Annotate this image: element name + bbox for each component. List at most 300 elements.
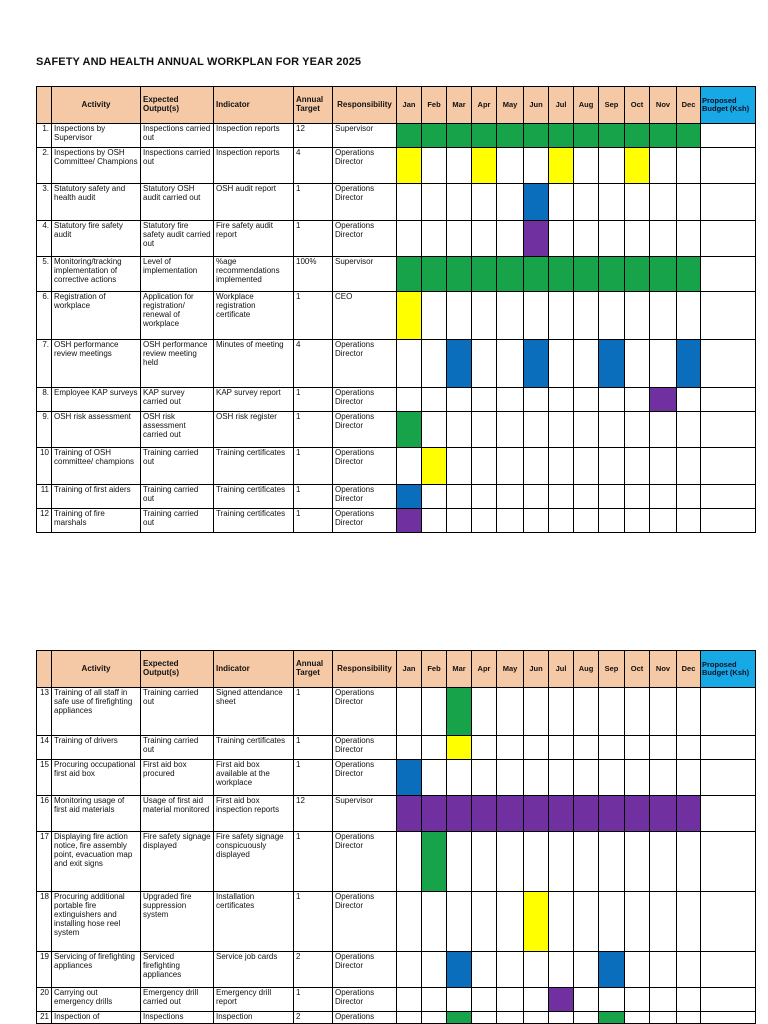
cell-responsibility: Operations Director — [333, 736, 397, 760]
table-row — [37, 148, 756, 184]
month-cell-apr — [472, 988, 497, 1012]
month-cell-aug — [574, 688, 599, 736]
table-row — [37, 184, 756, 221]
month-cell-jun-scheduled — [524, 221, 549, 257]
header-responsibility: Responsibility — [333, 651, 397, 688]
header-month-jan: Jan — [397, 651, 422, 688]
month-cell-nov — [650, 832, 677, 892]
cell-indicator: Fire safety audit report — [214, 221, 294, 257]
month-cell-mar-scheduled — [447, 688, 472, 736]
month-cell-mar — [447, 832, 472, 892]
month-cell-aug-scheduled — [574, 124, 599, 148]
header-responsibility: Responsibility — [333, 87, 397, 124]
month-cell-aug — [574, 448, 599, 485]
cell-indicator: Minutes of meeting — [214, 340, 294, 388]
cell-activity: Procuring occupational first aid box — [52, 760, 141, 796]
cell-expected-output: OSH performance review meeting held — [141, 340, 214, 388]
month-cell-nov — [650, 688, 677, 736]
month-cell-jun-scheduled — [524, 184, 549, 221]
cell-annual-target: 12 — [294, 796, 333, 832]
month-cell-jun — [524, 509, 549, 533]
month-cell-oct — [625, 952, 650, 988]
month-cell-mar — [447, 412, 472, 448]
table-row — [37, 412, 756, 448]
month-cell-oct — [625, 448, 650, 485]
month-cell-jul-scheduled — [549, 988, 574, 1012]
month-cell-dec-scheduled — [677, 340, 701, 388]
month-cell-sep-scheduled — [599, 796, 625, 832]
cell-proposed-budget — [701, 340, 756, 388]
month-cell-nov — [650, 184, 677, 221]
month-cell-feb — [422, 760, 447, 796]
month-cell-mar — [447, 760, 472, 796]
header-month-jun: Jun — [524, 651, 549, 688]
month-cell-dec — [677, 448, 701, 485]
month-cell-nov — [650, 340, 677, 388]
month-cell-apr — [472, 952, 497, 988]
month-cell-apr — [472, 448, 497, 485]
month-cell-jul — [549, 509, 574, 533]
month-cell-nov-scheduled — [650, 124, 677, 148]
header-month-may: May — [497, 651, 524, 688]
cell-proposed-budget — [701, 448, 756, 485]
month-cell-nov — [650, 148, 677, 184]
cell-expected-output: Training carried out — [141, 448, 214, 485]
month-cell-mar-scheduled — [447, 736, 472, 760]
month-cell-jul — [549, 485, 574, 509]
month-cell-may-scheduled — [497, 257, 524, 292]
month-cell-jun-scheduled — [524, 257, 549, 292]
month-cell-mar — [447, 388, 472, 412]
row-number: 14 — [37, 736, 52, 760]
header-month-feb: Feb — [422, 87, 447, 124]
cell-expected-output: Statutory fire safety audit carried out — [141, 221, 214, 257]
month-cell-oct-scheduled — [625, 796, 650, 832]
month-cell-sep — [599, 148, 625, 184]
month-cell-nov — [650, 1012, 677, 1024]
row-number: 15 — [37, 760, 52, 796]
header-number — [37, 651, 52, 688]
month-cell-apr — [472, 760, 497, 796]
month-cell-may — [497, 388, 524, 412]
month-cell-jun — [524, 412, 549, 448]
cell-expected-output: KAP survey carried out — [141, 388, 214, 412]
table-row — [37, 736, 756, 760]
month-cell-jun — [524, 388, 549, 412]
header-month-sep: Sep — [599, 651, 625, 688]
cell-expected-output: First aid box procured — [141, 760, 214, 796]
cell-proposed-budget — [701, 412, 756, 448]
month-cell-mar-scheduled — [447, 952, 472, 988]
month-cell-aug — [574, 952, 599, 988]
cell-indicator: Emergency drill report — [214, 988, 294, 1012]
table-row — [37, 124, 756, 148]
month-cell-nov-scheduled — [650, 257, 677, 292]
month-cell-apr-scheduled — [472, 796, 497, 832]
cell-annual-target: 1 — [294, 892, 333, 952]
cell-indicator: First aid box inspection reports — [214, 796, 294, 832]
cell-proposed-budget — [701, 832, 756, 892]
cell-annual-target: 4 — [294, 340, 333, 388]
month-cell-apr-scheduled — [472, 124, 497, 148]
cell-annual-target: 1 — [294, 760, 333, 796]
month-cell-may — [497, 736, 524, 760]
cell-responsibility: Operations Director — [333, 892, 397, 952]
month-cell-jul — [549, 736, 574, 760]
month-cell-nov — [650, 485, 677, 509]
cell-annual-target: 1 — [294, 388, 333, 412]
cell-proposed-budget — [701, 221, 756, 257]
table-header — [37, 87, 756, 124]
cell-activity: Monitoring usage of first aid materials — [52, 796, 141, 832]
month-cell-feb — [422, 184, 447, 221]
month-cell-jan — [397, 184, 422, 221]
cell-indicator: KAP survey report — [214, 388, 294, 412]
month-cell-aug — [574, 340, 599, 388]
month-cell-nov — [650, 736, 677, 760]
month-cell-jun — [524, 952, 549, 988]
header-month-jun: Jun — [524, 87, 549, 124]
month-cell-jan — [397, 340, 422, 388]
month-cell-may — [497, 892, 524, 952]
month-cell-jan — [397, 1012, 422, 1024]
table-body — [37, 688, 756, 1024]
cell-proposed-budget — [701, 892, 756, 952]
month-cell-jun — [524, 760, 549, 796]
cell-responsibility: Operations Director — [333, 760, 397, 796]
month-cell-jan — [397, 736, 422, 760]
month-cell-oct — [625, 412, 650, 448]
table-row — [37, 257, 756, 292]
header-row — [37, 87, 756, 124]
month-cell-jun — [524, 988, 549, 1012]
month-cell-feb — [422, 485, 447, 509]
cell-expected-output: Training carried out — [141, 688, 214, 736]
row-number: 5. — [37, 257, 52, 292]
month-cell-may — [497, 1012, 524, 1024]
header-month-nov: Nov — [650, 651, 677, 688]
table-row — [37, 952, 756, 988]
month-cell-aug — [574, 388, 599, 412]
row-number: 11 — [37, 485, 52, 509]
month-cell-dec — [677, 388, 701, 412]
month-cell-may — [497, 760, 524, 796]
month-cell-mar-scheduled — [447, 1012, 472, 1024]
row-number: 7. — [37, 340, 52, 388]
row-number: 6. — [37, 292, 52, 340]
month-cell-may — [497, 988, 524, 1012]
month-cell-feb-scheduled — [422, 257, 447, 292]
table-row — [37, 796, 756, 832]
table-row — [37, 509, 756, 533]
cell-activity: Inspection of — [52, 1012, 141, 1024]
month-cell-sep — [599, 688, 625, 736]
month-cell-oct — [625, 688, 650, 736]
month-cell-feb — [422, 1012, 447, 1024]
cell-activity: Monitoring/tracking implementation of corrective actions — [52, 257, 141, 292]
cell-indicator: Inspection reports — [214, 124, 294, 148]
month-cell-may — [497, 221, 524, 257]
month-cell-dec — [677, 292, 701, 340]
cell-indicator: Signed attendance sheet — [214, 688, 294, 736]
header-indicator: Indicator — [214, 87, 294, 124]
header-activity: Activity — [52, 651, 141, 688]
month-cell-nov — [650, 892, 677, 952]
cell-expected-output: Inspections — [141, 1012, 214, 1024]
month-cell-may-scheduled — [497, 124, 524, 148]
row-number: 19 — [37, 952, 52, 988]
month-cell-dec — [677, 509, 701, 533]
cell-proposed-budget — [701, 485, 756, 509]
month-cell-sep — [599, 221, 625, 257]
cell-expected-output: Usage of first aid material monitored — [141, 796, 214, 832]
row-number: 12 — [37, 509, 52, 533]
month-cell-nov — [650, 412, 677, 448]
month-cell-mar-scheduled — [447, 124, 472, 148]
cell-responsibility: Operations Director — [333, 340, 397, 388]
cell-proposed-budget — [701, 184, 756, 221]
month-cell-sep — [599, 485, 625, 509]
cell-indicator: Training certificates — [214, 485, 294, 509]
month-cell-dec — [677, 412, 701, 448]
table-row — [37, 292, 756, 340]
month-cell-may — [497, 448, 524, 485]
row-number: 20 — [37, 988, 52, 1012]
month-cell-aug-scheduled — [574, 796, 599, 832]
cell-proposed-budget — [701, 736, 756, 760]
table-row — [37, 892, 756, 952]
month-cell-oct — [625, 736, 650, 760]
cell-expected-output: Training carried out — [141, 509, 214, 533]
cell-responsibility: Operations Director — [333, 485, 397, 509]
month-cell-sep-scheduled — [599, 1012, 625, 1024]
month-cell-dec — [677, 760, 701, 796]
cell-activity: Training of OSH committee/ champions — [52, 448, 141, 485]
workplan-table-2 — [36, 650, 756, 1024]
cell-expected-output: Emergency drill carried out — [141, 988, 214, 1012]
cell-proposed-budget — [701, 257, 756, 292]
row-number: 8. — [37, 388, 52, 412]
cell-proposed-budget — [701, 760, 756, 796]
month-cell-nov-scheduled — [650, 388, 677, 412]
month-cell-apr — [472, 292, 497, 340]
cell-expected-output: Statutory OSH audit carried out — [141, 184, 214, 221]
header-month-dec: Dec — [677, 87, 701, 124]
month-cell-jan-scheduled — [397, 148, 422, 184]
cell-expected-output: OSH risk assessment carried out — [141, 412, 214, 448]
month-cell-feb — [422, 340, 447, 388]
cell-responsibility: Operations Director — [333, 688, 397, 736]
row-number: 16 — [37, 796, 52, 832]
header-month-jul: Jul — [549, 87, 574, 124]
cell-responsibility: Operations Director — [333, 988, 397, 1012]
month-cell-oct-scheduled — [625, 257, 650, 292]
cell-responsibility: Operations Director — [333, 509, 397, 533]
month-cell-mar-scheduled — [447, 257, 472, 292]
cell-proposed-budget — [701, 988, 756, 1012]
month-cell-feb — [422, 148, 447, 184]
cell-proposed-budget — [701, 292, 756, 340]
table-row — [37, 448, 756, 485]
month-cell-sep — [599, 832, 625, 892]
cell-responsibility: Supervisor — [333, 257, 397, 292]
month-cell-dec — [677, 485, 701, 509]
cell-annual-target: 4 — [294, 148, 333, 184]
month-cell-jan — [397, 952, 422, 988]
month-cell-jun — [524, 736, 549, 760]
month-cell-nov — [650, 448, 677, 485]
month-cell-mar — [447, 485, 472, 509]
month-cell-sep — [599, 509, 625, 533]
cell-indicator: First aid box available at the workplace — [214, 760, 294, 796]
month-cell-jul — [549, 292, 574, 340]
cell-annual-target: 1 — [294, 412, 333, 448]
cell-activity: Training of fire marshals — [52, 509, 141, 533]
month-cell-nov — [650, 952, 677, 988]
cell-responsibility: Operations Director — [333, 388, 397, 412]
cell-expected-output: Upgraded fire suppression system — [141, 892, 214, 952]
month-cell-mar — [447, 509, 472, 533]
cell-activity: Training of first aiders — [52, 485, 141, 509]
month-cell-aug — [574, 148, 599, 184]
month-cell-may — [497, 485, 524, 509]
month-cell-oct — [625, 1012, 650, 1024]
month-cell-oct — [625, 292, 650, 340]
cell-indicator: Training certificates — [214, 736, 294, 760]
month-cell-jul — [549, 388, 574, 412]
cell-activity: Statutory fire safety audit — [52, 221, 141, 257]
cell-annual-target: 1 — [294, 292, 333, 340]
month-cell-oct — [625, 340, 650, 388]
month-cell-dec-scheduled — [677, 257, 701, 292]
month-cell-sep-scheduled — [599, 340, 625, 388]
table-row — [37, 988, 756, 1012]
header-annual-target: Annual Target — [294, 87, 333, 124]
month-cell-jan — [397, 221, 422, 257]
month-cell-jul — [549, 892, 574, 952]
month-cell-feb — [422, 952, 447, 988]
month-cell-sep-scheduled — [599, 952, 625, 988]
month-cell-dec — [677, 832, 701, 892]
month-cell-aug — [574, 1012, 599, 1024]
month-cell-may-scheduled — [497, 796, 524, 832]
cell-responsibility: Operations Director — [333, 412, 397, 448]
month-cell-apr — [472, 736, 497, 760]
cell-responsibility: Operations Director — [333, 184, 397, 221]
cell-proposed-budget — [701, 388, 756, 412]
month-cell-mar — [447, 292, 472, 340]
workplan-table-1 — [36, 86, 756, 533]
month-cell-jan — [397, 388, 422, 412]
month-cell-sep — [599, 292, 625, 340]
month-cell-sep-scheduled — [599, 257, 625, 292]
month-cell-feb-scheduled — [422, 832, 447, 892]
month-cell-oct-scheduled — [625, 124, 650, 148]
month-cell-feb-scheduled — [422, 448, 447, 485]
month-cell-feb — [422, 509, 447, 533]
header-row — [37, 651, 756, 688]
header-month-dec: Dec — [677, 651, 701, 688]
month-cell-jun-scheduled — [524, 796, 549, 832]
cell-annual-target: 12 — [294, 124, 333, 148]
month-cell-jan-scheduled — [397, 760, 422, 796]
month-cell-aug — [574, 760, 599, 796]
month-cell-feb — [422, 736, 447, 760]
row-number: 4. — [37, 221, 52, 257]
cell-annual-target: 1 — [294, 988, 333, 1012]
month-cell-jul-scheduled — [549, 124, 574, 148]
month-cell-oct — [625, 892, 650, 952]
month-cell-apr — [472, 388, 497, 412]
header-month-oct: Oct — [625, 87, 650, 124]
header-proposed-budget: Proposed Budget (Ksh) — [701, 87, 756, 124]
month-cell-nov-scheduled — [650, 796, 677, 832]
month-cell-mar — [447, 448, 472, 485]
header-expected-outputs: Expected Output(s) — [141, 651, 214, 688]
cell-proposed-budget — [701, 952, 756, 988]
month-cell-aug — [574, 485, 599, 509]
cell-activity: Procuring additional portable fire extinguishers and installing hose reel system — [52, 892, 141, 952]
cell-indicator: Workplace registration certificate — [214, 292, 294, 340]
month-cell-may — [497, 952, 524, 988]
header-month-apr: Apr — [472, 87, 497, 124]
cell-proposed-budget — [701, 509, 756, 533]
month-cell-aug — [574, 221, 599, 257]
month-cell-jan-scheduled — [397, 485, 422, 509]
cell-indicator: OSH audit report — [214, 184, 294, 221]
month-cell-oct — [625, 760, 650, 796]
month-cell-oct-scheduled — [625, 148, 650, 184]
month-cell-sep — [599, 736, 625, 760]
month-cell-oct — [625, 485, 650, 509]
month-cell-may — [497, 184, 524, 221]
cell-proposed-budget — [701, 796, 756, 832]
month-cell-apr — [472, 221, 497, 257]
cell-expected-output: Inspections carried out — [141, 148, 214, 184]
cell-responsibility: Operations Director — [333, 952, 397, 988]
month-cell-feb — [422, 688, 447, 736]
header-month-aug: Aug — [574, 87, 599, 124]
table-row — [37, 388, 756, 412]
month-cell-sep — [599, 760, 625, 796]
month-cell-jan-scheduled — [397, 796, 422, 832]
month-cell-jul — [549, 184, 574, 221]
month-cell-aug — [574, 292, 599, 340]
cell-responsibility: Operations Director — [333, 221, 397, 257]
month-cell-dec — [677, 184, 701, 221]
month-cell-feb-scheduled — [422, 124, 447, 148]
month-cell-oct — [625, 988, 650, 1012]
month-cell-mar-scheduled — [447, 796, 472, 832]
cell-annual-target: 1 — [294, 832, 333, 892]
cell-activity: OSH risk assessment — [52, 412, 141, 448]
month-cell-dec — [677, 988, 701, 1012]
cell-indicator: OSH risk register — [214, 412, 294, 448]
table-row — [37, 1012, 756, 1024]
cell-annual-target: 2 — [294, 952, 333, 988]
month-cell-feb-scheduled — [422, 796, 447, 832]
cell-expected-output: Level of implementation — [141, 257, 214, 292]
cell-indicator: %age recommendations implemented — [214, 257, 294, 292]
header-indicator: Indicator — [214, 651, 294, 688]
month-cell-feb — [422, 892, 447, 952]
month-cell-jul-scheduled — [549, 257, 574, 292]
cell-expected-output: Inspections carried out — [141, 124, 214, 148]
row-number: 10 — [37, 448, 52, 485]
month-cell-dec — [677, 952, 701, 988]
month-cell-dec — [677, 736, 701, 760]
cell-annual-target: 1 — [294, 221, 333, 257]
